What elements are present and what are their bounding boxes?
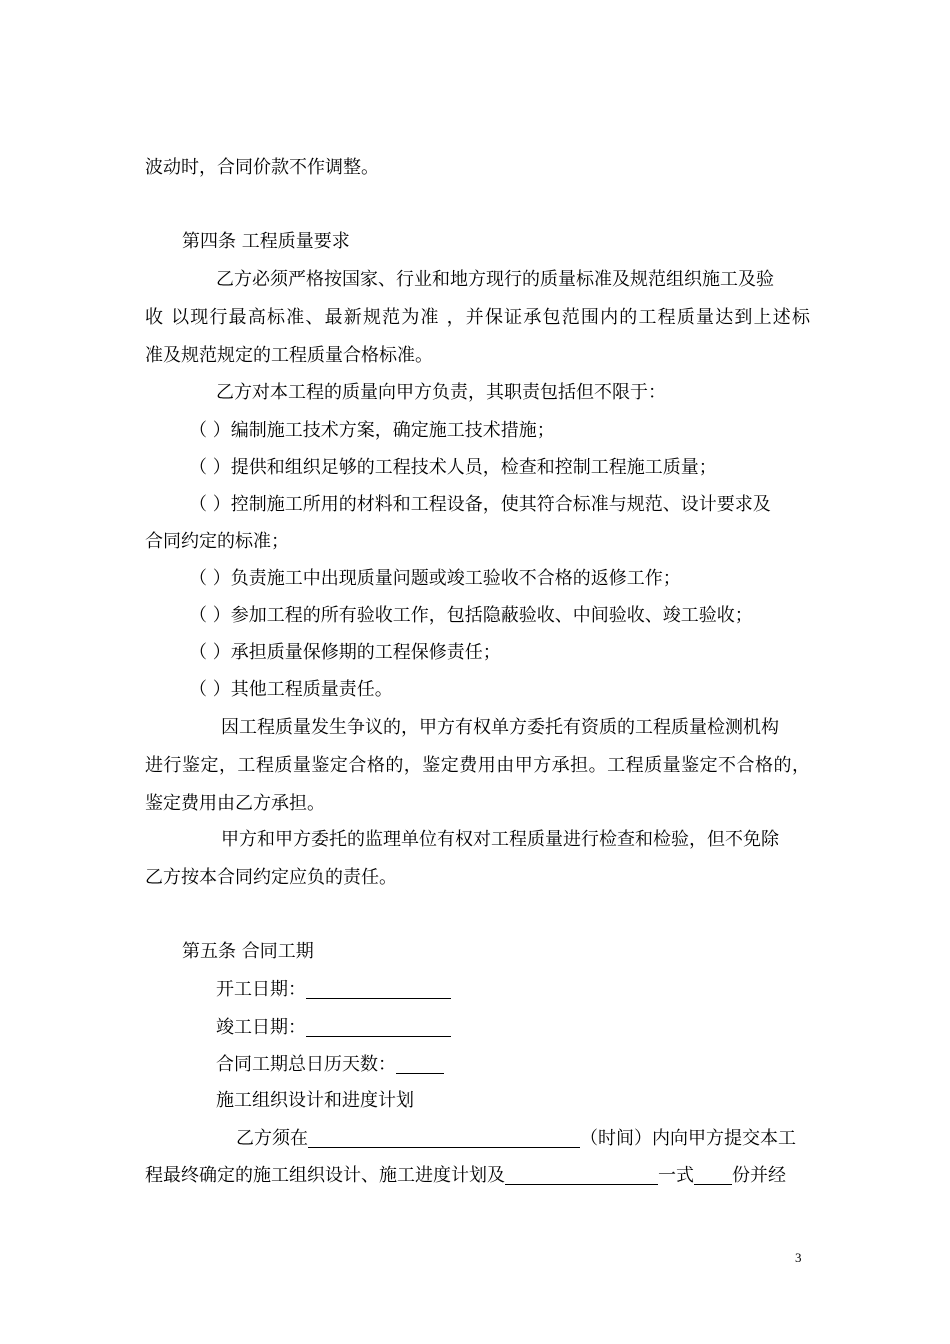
carryover-text: 波动时，合同价款不作调整。 bbox=[145, 157, 379, 178]
duty-item-5: （ ）参加工程的所有验收工作，包括隐蔽验收、中间验收、竣工验收； bbox=[189, 605, 753, 626]
copies-count-blank bbox=[694, 1166, 732, 1185]
duty-item-2: （ ）提供和组织足够的工程技术人员，检查和控制工程施工质量； bbox=[189, 457, 717, 478]
article4-para3-line1: 因工程质量发生争议的，甲方有权单方委托有资质的工程质量检测机构 bbox=[221, 717, 779, 738]
article4-para3-line3: 鉴定费用由乙方承担。 bbox=[145, 793, 325, 814]
duty-item-3-line1: （ ）控制施工所用的材料和工程设备，使其符合标准与规范、设计要求及 bbox=[189, 494, 771, 515]
duty-item-3-line2: 合同约定的标准； bbox=[145, 531, 289, 552]
schedule-line2-tail: 份并经 bbox=[732, 1165, 786, 1186]
article4-para4-line2: 乙方按本合同约定应负的责任。 bbox=[145, 867, 397, 888]
total-days-label: 合同工期总日历天数： bbox=[216, 1054, 396, 1075]
duty-item-6: （ ）承担质量保修期的工程保修责任； bbox=[189, 642, 501, 663]
duty-item-4: （ ）负责施工中出现质量问题或竣工验收不合格的返修工作； bbox=[189, 568, 681, 589]
duty-item-7: （ ）其他工程质量责任。 bbox=[189, 679, 393, 700]
document-name-blank bbox=[505, 1166, 658, 1185]
duty-item-1: （ ）编制施工技术方案，确定施工技术措施； bbox=[189, 420, 555, 441]
schedule-line1-tail: （时间）内向甲方提交本工 bbox=[580, 1128, 796, 1149]
page-number: 3 bbox=[795, 1250, 802, 1265]
article4-para1-line2: 收 以现行最高标准、最新规范为准 ，并保证承包范围内的工程质量达到上述标 bbox=[145, 307, 810, 328]
completion-date-label: 竣工日期： bbox=[216, 1017, 306, 1038]
start-date-row bbox=[216, 978, 881, 1002]
article4-para1-line3: 准及规范规定的工程质量合格标准。 bbox=[145, 345, 433, 366]
schedule-line1 bbox=[236, 1127, 901, 1151]
total-days-row bbox=[216, 1053, 881, 1077]
article4-heading: 第四条 工程质量要求 bbox=[182, 231, 350, 252]
schedule-line1-lead: 乙方须在 bbox=[236, 1128, 308, 1149]
schedule-line2-lead: 程最终确定的施工组织设计、施工进度计划及 bbox=[145, 1165, 505, 1186]
total-days-blank bbox=[396, 1055, 444, 1074]
schedule-line2-copies: 一式 bbox=[658, 1165, 694, 1186]
completion-date-row bbox=[216, 1016, 881, 1040]
article5-heading: 第五条 合同工期 bbox=[182, 941, 314, 962]
schedule-line2 bbox=[145, 1164, 810, 1188]
article4-para4-line1: 甲方和甲方委托的监理单位有权对工程质量进行检查和检验，但不免除 bbox=[221, 829, 779, 850]
article4-para1-line1: 乙方必须严格按国家、行业和地方现行的质量标准及规范组织施工及验 bbox=[216, 269, 774, 290]
start-date-blank bbox=[306, 980, 451, 999]
completion-date-blank bbox=[306, 1018, 451, 1037]
schedule-heading: 施工组织设计和进度计划 bbox=[216, 1090, 414, 1111]
start-date-label: 开工日期： bbox=[216, 979, 306, 1000]
article4-para3-line2: 进行鉴定，工程质量鉴定合格的，鉴定费用由甲方承担。工程质量鉴定不合格的， bbox=[145, 755, 810, 776]
article4-para2: 乙方对本工程的质量向甲方负责，其职责包括但不限于： bbox=[216, 382, 666, 403]
submission-time-blank bbox=[308, 1129, 580, 1148]
